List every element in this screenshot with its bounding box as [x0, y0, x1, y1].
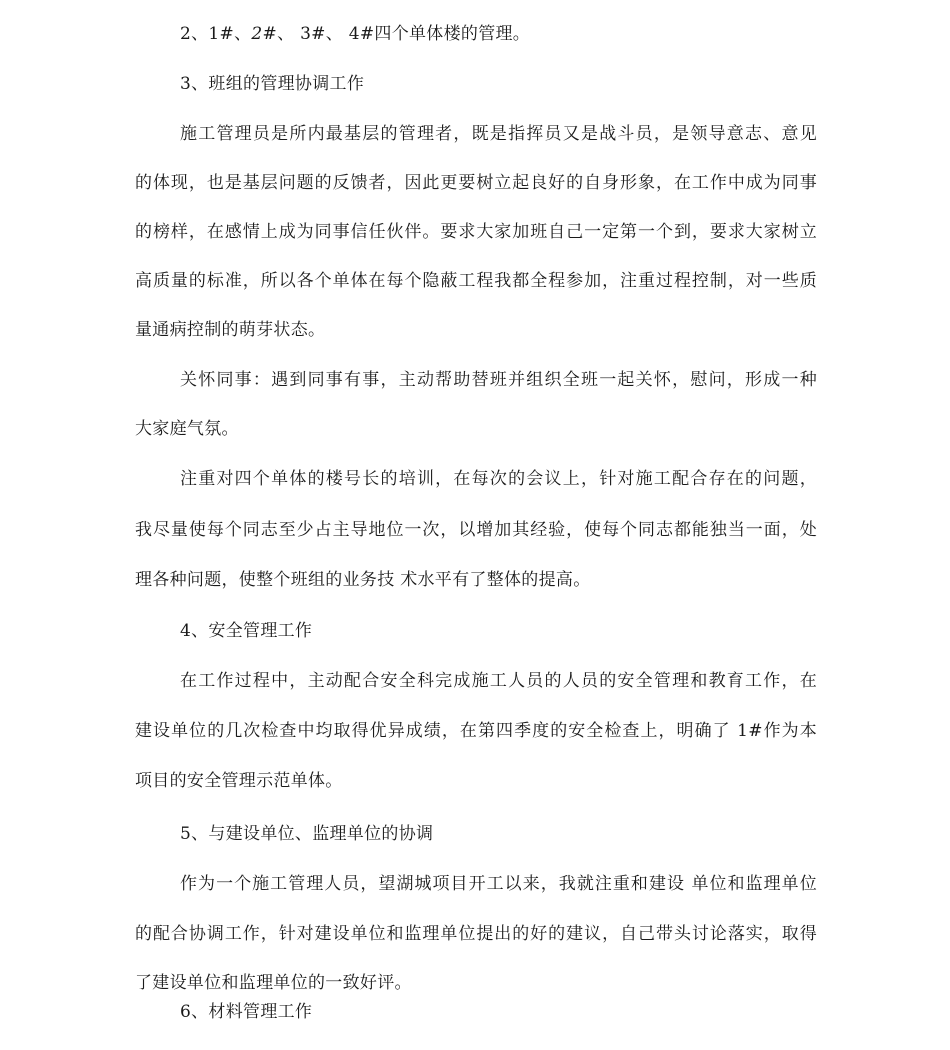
section-heading-4: 4、安全管理工作 [180, 621, 313, 641]
paragraph-line: 的榜样，在感情上成为同事信任伙伴。要求大家加班自己一定第一个到，要求大家树立 [135, 222, 817, 242]
list-item-2-suffix: 、 3#、 4#四个单体楼的管理。 [277, 24, 531, 44]
paragraph-line: 的配合协调工作，针对建设单位和监理单位提出的好的建议，自己带头讨论落实，取得 [135, 924, 817, 944]
paragraph-line: 在工作过程中，主动配合安全科完成施工人员的人员的安全管理和教育工作，在 [180, 671, 817, 691]
section-heading-6: 6、材料管理工作 [180, 1002, 313, 1022]
paragraph-line: 施工管理员是所内最基层的管理者，既是指挥员又是战斗员，是领导意志、意见 [180, 124, 817, 144]
paragraph-line: 的体现，也是基层问题的反馈者，因此更要树立起良好的自身形象，在工作中成为同事 [135, 173, 817, 193]
list-item-2 [180, 23, 530, 45]
paragraph-line: 大家庭气氛。 [135, 419, 239, 439]
paragraph-line: 关怀同事：遇到同事有事，主动帮助替班并组织全班一起关怀，慰问，形成一种 [180, 370, 817, 390]
section-heading-3: 3、班组的管理协调工作 [180, 74, 365, 94]
paragraph-line: 理各种问题，使整个班组的业务技 术水平有了整体的提高。 [135, 570, 591, 590]
paragraph-line: 了建设单位和监理单位的一致好评。 [135, 973, 412, 993]
paragraph-line: 高质量的标准，所以各个单体在每个隐蔽工程我都全程参加，注重过程控制，对一些质 [135, 271, 817, 291]
paragraph-line: 建设单位的几次检查中均取得优异成绩，在第四季度的安全检查上，明确了 1#作为本 [135, 721, 817, 741]
paragraph-line: 注重对四个单体的楼号长的培训，在每次的会议上，针对施工配合存在的问题， [180, 469, 817, 489]
list-item-2-italic: 2# [251, 24, 278, 44]
paragraph-line: 我尽量使每个同志至少占主导地位一次，以增加其经验，使每个同志都能独当一面，处 [135, 520, 817, 540]
paragraph-line: 项目的安全管理示范单体。 [135, 771, 343, 791]
paragraph-line: 作为一个施工管理人员，望湖城项目开工以来，我就注重和建设 单位和监理单位 [180, 874, 817, 894]
section-heading-5: 5、与建设单位、监理单位的协调 [180, 824, 434, 844]
paragraph-line: 量通病控制的萌芽状态。 [135, 320, 326, 340]
list-item-2-prefix: 2、1#、 [180, 24, 252, 44]
